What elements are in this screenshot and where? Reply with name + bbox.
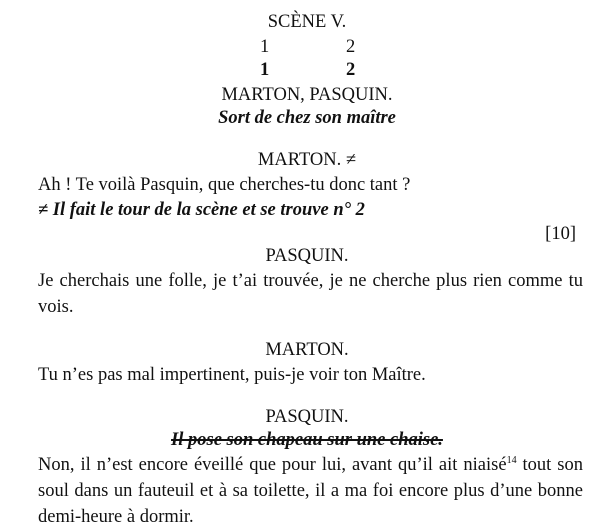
stage-direction-1: ≠ Il fait le tour de la scène et se trouve n° 2: [38, 200, 365, 220]
speaker-pasquin-1: PASQUIN.: [265, 246, 349, 266]
struck-stage-direction: Il pose son chapeau sur une chaise.: [171, 430, 443, 450]
dialogue-line-1: Ah ! Te voilà Pasquin, que cherches-tu donc tant ?: [38, 175, 411, 195]
footnote-reference[interactable]: 14: [506, 455, 517, 466]
line-number: [10]: [545, 224, 576, 244]
number-1-bold: 1: [260, 60, 270, 80]
dialogue-line-4-start: Non, il n’est encore éveillé que pour lui, avant qu’il ait niaisé: [38, 455, 507, 475]
dialogue-line-4-end: tout son soul dans un fauteuil et à sa toilette, il a ma foi encore plus d’une bonne demi-heure à dormir.: [38, 455, 584, 527]
scene-title: SCÈNE V.: [267, 12, 347, 32]
speaker-marton-1: MARTON. ≠: [257, 150, 357, 170]
number-2-bold: 2: [346, 60, 356, 80]
scene-stage-direction: Sort de chez son maître: [218, 108, 396, 128]
scene-numbers-row-bold: [0, 60, 614, 82]
number-1: 1: [260, 37, 270, 57]
speaker-marton-2: MARTON.: [265, 340, 349, 360]
number-2: 2: [346, 37, 356, 57]
dialogue-line-2: Je cherchais une folle, je t’ai trouvée, je ne cherche plus rien comme tu vois.: [38, 271, 583, 317]
scene-numbers-row: [0, 37, 614, 59]
speaker-pasquin-2: PASQUIN.: [265, 407, 349, 427]
dialogue-line-4: [38, 452, 583, 530]
scene-characters: MARTON, PASQUIN.: [221, 85, 393, 105]
dialogue-line-3: Tu n’es pas mal impertinent, puis-je voir ton Maître.: [38, 365, 426, 385]
